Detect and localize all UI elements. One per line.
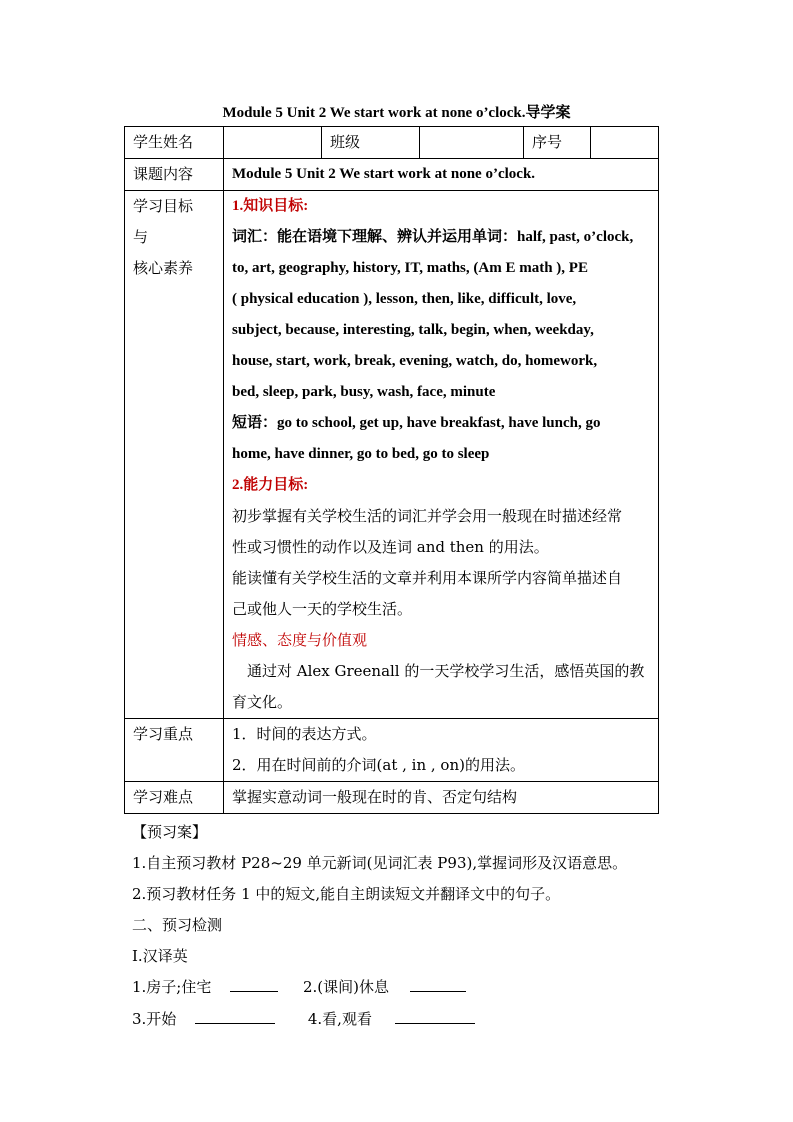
number-field[interactable] xyxy=(591,127,659,159)
question-1-label: 1.房子;住宅 xyxy=(132,978,212,996)
emotion-line: 通过对 Alex Greenall 的一天学校学习生活，感悟英国的教 xyxy=(247,662,645,680)
question-3-label: 3.开始 xyxy=(132,1010,177,1028)
check-heading: 二、预习检测 xyxy=(132,916,223,934)
difficulty-row xyxy=(125,782,659,814)
ability-line: 性或习惯性的动作以及连词 and then 的用法。 xyxy=(232,538,549,556)
goals-content xyxy=(224,191,659,719)
question-row-1 xyxy=(132,972,466,1003)
preview-heading: 【预习案】 xyxy=(132,823,208,841)
key-points-row xyxy=(125,719,659,782)
topic-row xyxy=(125,159,659,191)
vocab-line: ( physical education ), lesson, then, like, difficult, love, xyxy=(232,291,577,307)
class-label: 班级 xyxy=(322,127,420,159)
difficulty-label: 学习难点 xyxy=(125,782,224,814)
topic-value: Module 5 Unit 2 We start work at none o’clock. xyxy=(224,159,659,191)
class-field[interactable] xyxy=(420,127,524,159)
ability-line: 能读懂有关学校生活的文章并利用本课所学内容简单描述自 xyxy=(232,569,623,587)
question-3-blank[interactable] xyxy=(195,1007,275,1024)
knowledge-heading: 1.知识目标: xyxy=(232,198,309,214)
question-4-label: 4.看,观看 xyxy=(307,1010,372,1028)
question-2-label: 2.(课间)休息 xyxy=(302,978,389,996)
phrase-line: 短语：go to school, get up, have breakfast, have lunch, go xyxy=(232,415,601,431)
guide-table xyxy=(124,126,659,814)
phrase-line: home, have dinner, go to bed, go to sleep xyxy=(232,446,490,462)
goals-label xyxy=(125,191,224,719)
emotion-heading: 情感、态度与价值观 xyxy=(232,631,368,649)
name-label: 学生姓名 xyxy=(125,127,224,159)
question-2-blank[interactable] xyxy=(410,975,466,992)
vocab-line: 词汇：能在语境下理解、辨认并运用单词：half, past, o’clock, xyxy=(232,229,634,245)
preview-item-2: 2.预习教材任务 1 中的短文,能自主朗读短文并翻译文中的句子。 xyxy=(132,885,561,903)
question-1-blank[interactable] xyxy=(230,975,278,992)
section-1-heading: Ⅰ.汉译英 xyxy=(132,947,188,965)
name-field[interactable] xyxy=(224,127,322,159)
goals-label-line: 核心素养 xyxy=(133,259,194,277)
vocab-line: bed, sleep, park, busy, wash, face, minute xyxy=(232,384,496,400)
key-content xyxy=(224,719,659,782)
key-line: 1．时间的表达方式。 xyxy=(232,725,377,743)
emotion-line: 育文化。 xyxy=(232,693,293,711)
vocab-line: to, art, geography, history, IT, maths, (Am E math ), PE xyxy=(232,260,588,276)
goals-label-line: 与 xyxy=(133,228,149,246)
number-label: 序号 xyxy=(524,127,591,159)
question-row-2 xyxy=(132,1004,475,1035)
topic-label: 课题内容 xyxy=(125,159,224,191)
student-info-row xyxy=(125,127,659,159)
document-title: Module 5 Unit 2 We start work at none o’clock.导学案 xyxy=(222,105,571,121)
vocab-line: house, start, work, break, evening, watch, do, homework, xyxy=(232,353,598,369)
ability-heading: 2.能力目标: xyxy=(232,477,309,493)
difficulty-value: 掌握实意动词一般现在时的肯、否定句结构 xyxy=(224,782,659,814)
ability-line: 己或他人一天的学校生活。 xyxy=(232,600,413,618)
preview-item-1: 1.自主预习教材 P28~29 单元新词(见词汇表 P93),掌握词形及汉语意思。 xyxy=(132,854,628,872)
question-4-blank[interactable] xyxy=(395,1007,475,1024)
goals-row xyxy=(125,191,659,719)
ability-line: 初步掌握有关学校生活的词汇并学会用一般现在时描述经常 xyxy=(232,507,623,525)
key-line: 2．用在时间前的介词(at , in , on)的用法。 xyxy=(232,756,525,774)
key-label: 学习重点 xyxy=(125,719,224,782)
vocab-line: subject, because, interesting, talk, begin, when, weekday, xyxy=(232,322,594,338)
goals-label-line: 学习目标 xyxy=(133,197,194,215)
